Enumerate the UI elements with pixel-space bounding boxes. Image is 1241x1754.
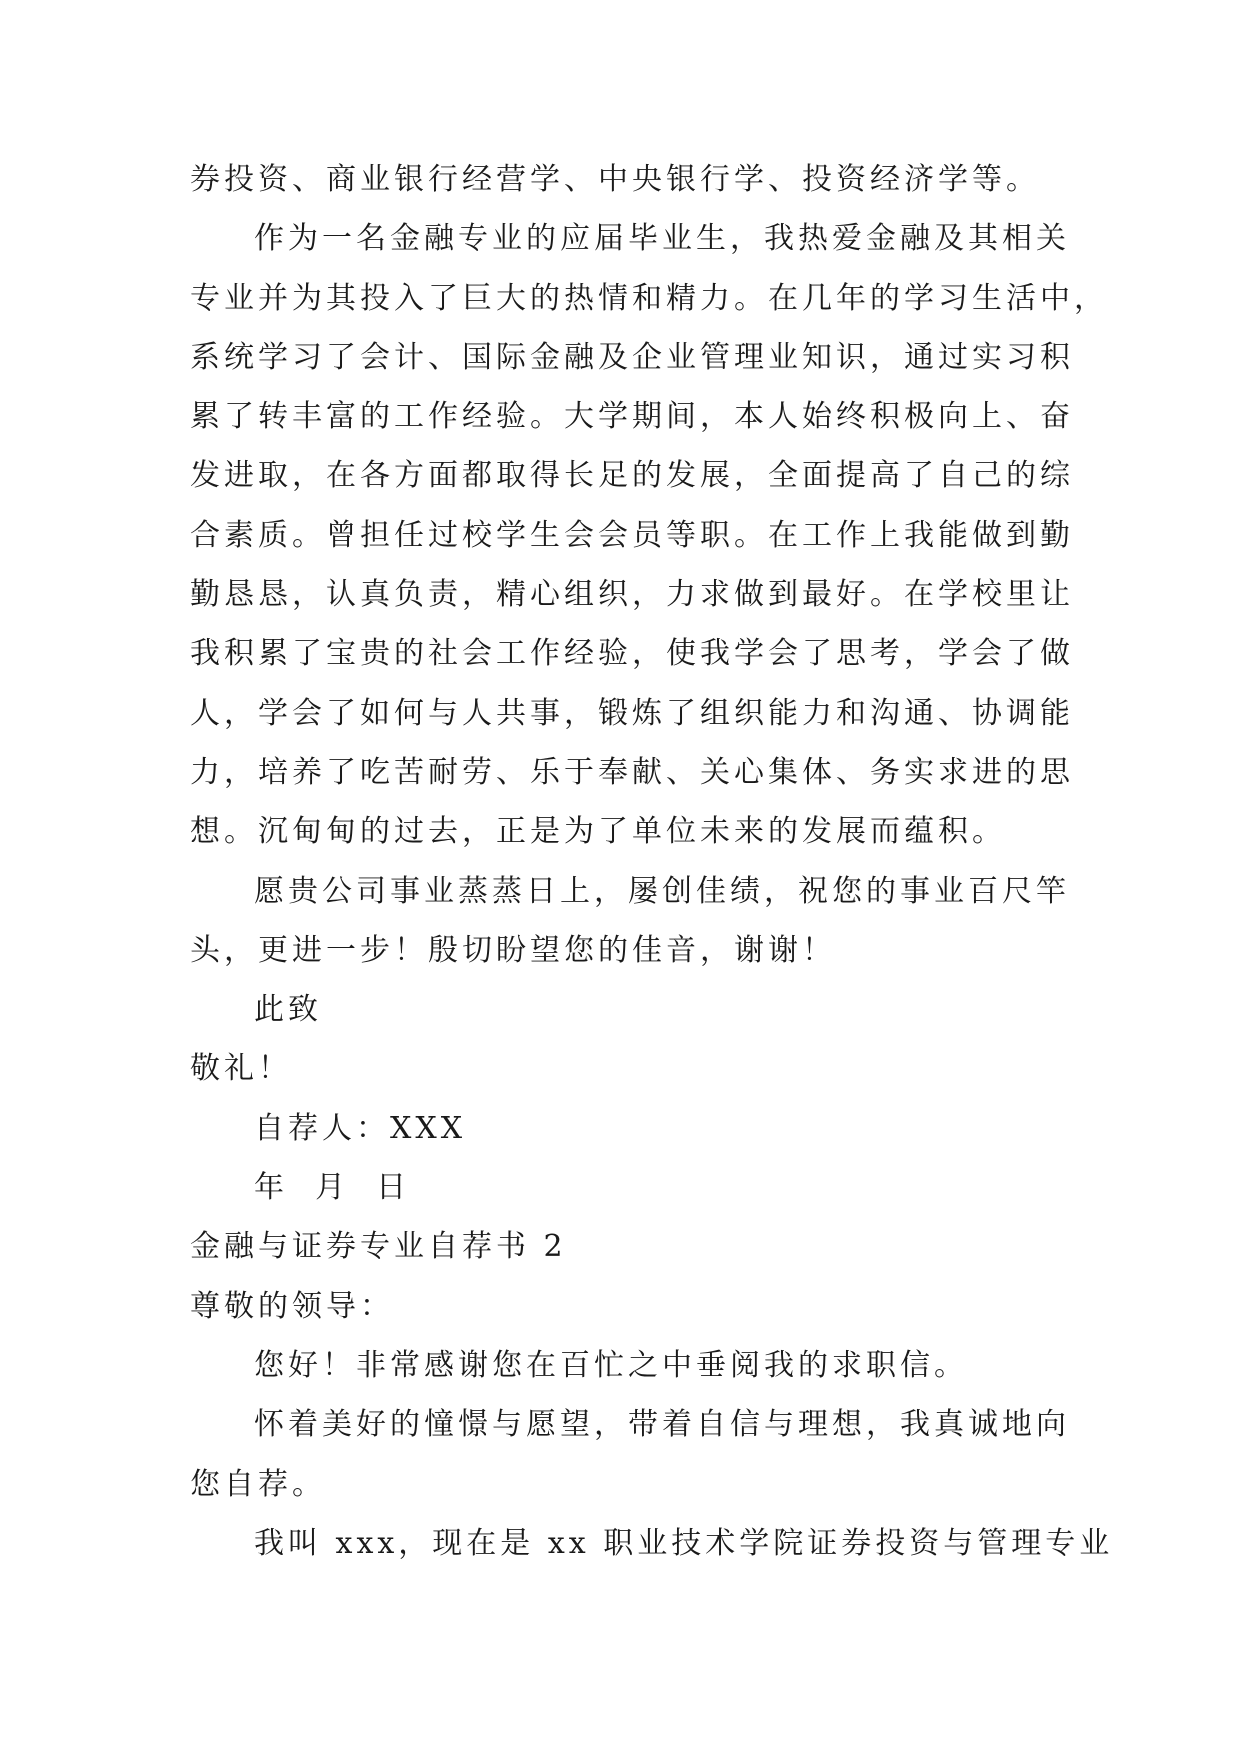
text-line: 我叫 xxx，现在是 xx 职业技术学院证券投资与管理专业 [254,1525,1114,1561]
text-line: 人，学会了如何与人共事，锻炼了组织能力和沟通、协调能 [190,695,1074,731]
text-line: 您好！非常感谢您在百忙之中垂阅我的求职信。 [254,1347,968,1383]
text-line: 怀着美好的憧憬与愿望，带着自信与理想，我真诚地向 [254,1407,1070,1443]
text-line: 勤恳恳，认真负责，精心组织，力求做到最好。在学校里让 [190,577,1074,613]
salutation-line: 敬礼！ [190,1051,292,1087]
text-line: 发进取，在各方面都取得长足的发展，全面提高了自己的综 [190,458,1074,494]
text-line: 累了转丰富的工作经验。大学期间，本人始终积极向上、奋 [190,399,1074,435]
signature-line: 自荐人：XXX [254,1110,467,1146]
text-line: 券投资、商业银行经营学、中央银行学、投资经济学等。 [190,162,1040,197]
text-line: 愿贵公司事业蒸蒸日上，屡创佳绩，祝您的事业百尺竿 [254,873,1070,909]
text-line: 作为一名金融专业的应届毕业生，我热爱金融及其相关 [254,221,1070,257]
document-body [190,150,1114,1573]
text-line: 我积累了宝贵的社会工作经验，使我学会了思考，学会了做 [190,636,1074,672]
text-line: 想。沉甸甸的过去，正是为了单位未来的发展而蕴积。 [190,814,1006,850]
date-line: 年 月 日 [254,1170,411,1206]
text-line: 专业并为其投入了巨大的热情和精力。在几年的学习生活中， [190,280,1108,316]
text-line: 头，更进一步！殷切盼望您的佳音，谢谢！ [190,932,836,968]
greeting-line: 尊敬的领导： [190,1288,394,1324]
text-line: 合素质。曾担任过校学生会会员等职。在工作上我能做到勤 [190,517,1074,553]
closing-line: 此致 [254,992,322,1028]
text-line: 您自荐。 [190,1466,326,1502]
section-title: 金融与证券专业自荐书 2 [190,1229,567,1265]
text-line: 力，培养了吃苦耐劳、乐于奉献、关心集体、务实求进的思 [190,754,1074,790]
text-line: 系统学习了会计、国际金融及企业管理业知识，通过实习积 [190,339,1074,375]
